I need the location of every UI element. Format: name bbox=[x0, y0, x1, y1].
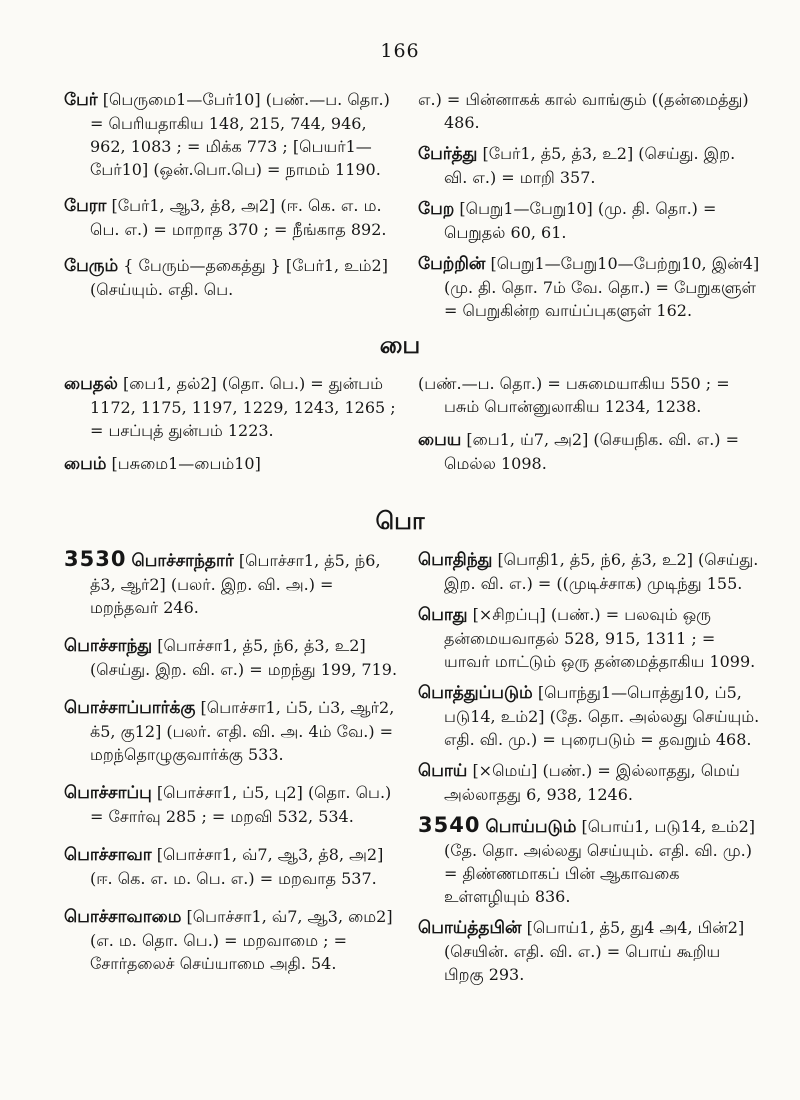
entry: பைதல் [பை1, தல்2] (தொ. பெ.) = துன்பம் 1172, 1175, 1197, 1229, 1243, 1265 ; = பசப்புத் துன்பம் 1223. bbox=[64, 374, 396, 440]
entry: பொய்த்தபின் [பொய்1, த்5, து4 அ4, பின்2] (செயின். எதி. வி. எ.) = பொய் கூறிய பிறகு 293. bbox=[418, 918, 745, 984]
entry: பொது [×சிறப்பு] (பண்.) = பலவும் ஒரு தன்மையவாதல் 528, 915, 1311 ; = யாவர் மாட்டும் ஒரு தன்மைத்தாகிய 1099. bbox=[418, 605, 756, 671]
entry: பேற்றின் [பெறு1—பேறு10—பேற்று10, இன்4] (மு. தி. தொ. 7ம் வே. தொ.) = பேறுகளுள் = பெறுகின்ற வாய்ப்புகளுள் 162. bbox=[418, 254, 760, 320]
entry: எ.) = பின்னாகக் கால் வாங்கும் ((தன்மைத்து) 486. bbox=[418, 90, 749, 132]
entry: பைய [பை1, ய்7, அ2] (செயநிக. வி. எ.) = மெல்ல 1098. bbox=[418, 430, 740, 473]
entry: பேர்த்து [பேர்1, த்5, த்3, உ2] (செய்து. இற. வி. எ.) = மாறி 357. bbox=[418, 144, 736, 187]
entry: பொத்துப்படும் [பொந்து1—பொத்து10, ப்5, படு14, உம்2] (தே. தொ. அல்லது செய்யும். எதி. வி. மு.) = புரைபடும் = தவறும் 468. bbox=[418, 683, 760, 749]
entry: பொச்சாவா [பொச்சா1, வ்7, ஆ3, த்8, அ2] (ஈ. கெ. எ. ம. பெ. எ.) = மறவாத 537. bbox=[64, 845, 384, 888]
page-number: 166 bbox=[380, 40, 420, 62]
pe-left-column bbox=[64, 88, 404, 301]
entry: பொச்சாப்பு [பொச்சா1, ப்5, பு2] (தொ. பெ.) = சோர்வு 285 ; = மறவி 532, 534. bbox=[64, 783, 392, 826]
entry: பைம் [பசுமை1—பைம்10] bbox=[64, 454, 261, 474]
po-right-column bbox=[418, 548, 763, 986]
pe-right-column bbox=[418, 88, 763, 322]
entry: பொச்சாவாமை [பொச்சா1, வ்7, ஆ3, மை2] (எ. ம. தொ. பெ.) = மறவாமை ; = சோர்தலைச் செய்யாமை அதி. 54. bbox=[64, 907, 393, 973]
entry: பொய் [×மெய்] (பண்.) = இல்லாதது, மெய் அல்லாதது 6, 938, 1246. bbox=[418, 761, 740, 804]
entry: பேரா [பேர்1, ஆ3, த்8, அ2] (ஈ. கெ. எ. ம. பெ. எ.) = மாறாத 370 ; = நீங்காத 892. bbox=[64, 196, 387, 239]
entry: 3530 பொச்சாந்தார் [பொச்சா1, த்5, ந்6, த்3, ஆர்2] (பலர். இற. வி. அ.) = மறந்தவர் 246. bbox=[64, 547, 381, 617]
entry: 3540 பொய்படும் [பொய்1, படு14, உம்2] (தே. தொ. அல்லது செய்யும். எதி. வி. மு.) = திண்ணமாகப் பின் ஆகாவகை உள்ளழியும் 836. bbox=[418, 813, 756, 906]
section-heading-po: பொ bbox=[375, 506, 425, 535]
entry: பொச்சாந்து [பொச்சா1, த்5, ந்6, த்3, உ2] (செய்து. இற. வி. எ.) = மறந்து 199, 719. bbox=[64, 636, 398, 679]
entry: (பண்.—ப. தொ.) = பசுமையாகிய 550 ; = பசும் பொன்னுலாகிய 1234, 1238. bbox=[418, 374, 730, 416]
entry: பேர் [பெருமை1—பேர்10] (பண்.—ப. தொ.) = பெரியதாகிய 148, 215, 744, 946, 962, 1083 ; = மிக்க 773 ; [பெயர்1—பேர்10] (ஒன்.பொ.பெ) = நாமம் 1190. bbox=[64, 90, 390, 179]
entry: பொதிந்து [பொதி1, த்5, ந்6, த்3, உ2] (செய்து. இற. வி. எ.) = ((முடிச்சாக) முடிந்து 155. bbox=[418, 550, 759, 593]
section-heading-pai: பை bbox=[379, 330, 421, 359]
po-left-column bbox=[64, 548, 404, 975]
entry-number: 3540 bbox=[418, 813, 481, 837]
pai-left-column bbox=[64, 372, 404, 476]
entry: பேற [பெறு1—பேறு10] (மு. தி. தொ.) = பெறுதல் 60, 61. bbox=[418, 199, 717, 242]
entry-number: 3530 bbox=[64, 547, 127, 571]
entry: பேரும் { பேரும்—தகைத்து } [பேர்1, உம்2] (செய்யும். எதி. பெ. bbox=[64, 256, 388, 299]
pai-right-column bbox=[418, 372, 763, 475]
entry: பொச்சாப்பார்க்கு [பொச்சா1, ப்5, ப்3, ஆர்2, க்5, கு12] (பலர். எதி. வி. அ. 4ம் வே.) = மறந்தொழுகுவார்க்கு 533. bbox=[64, 698, 395, 764]
